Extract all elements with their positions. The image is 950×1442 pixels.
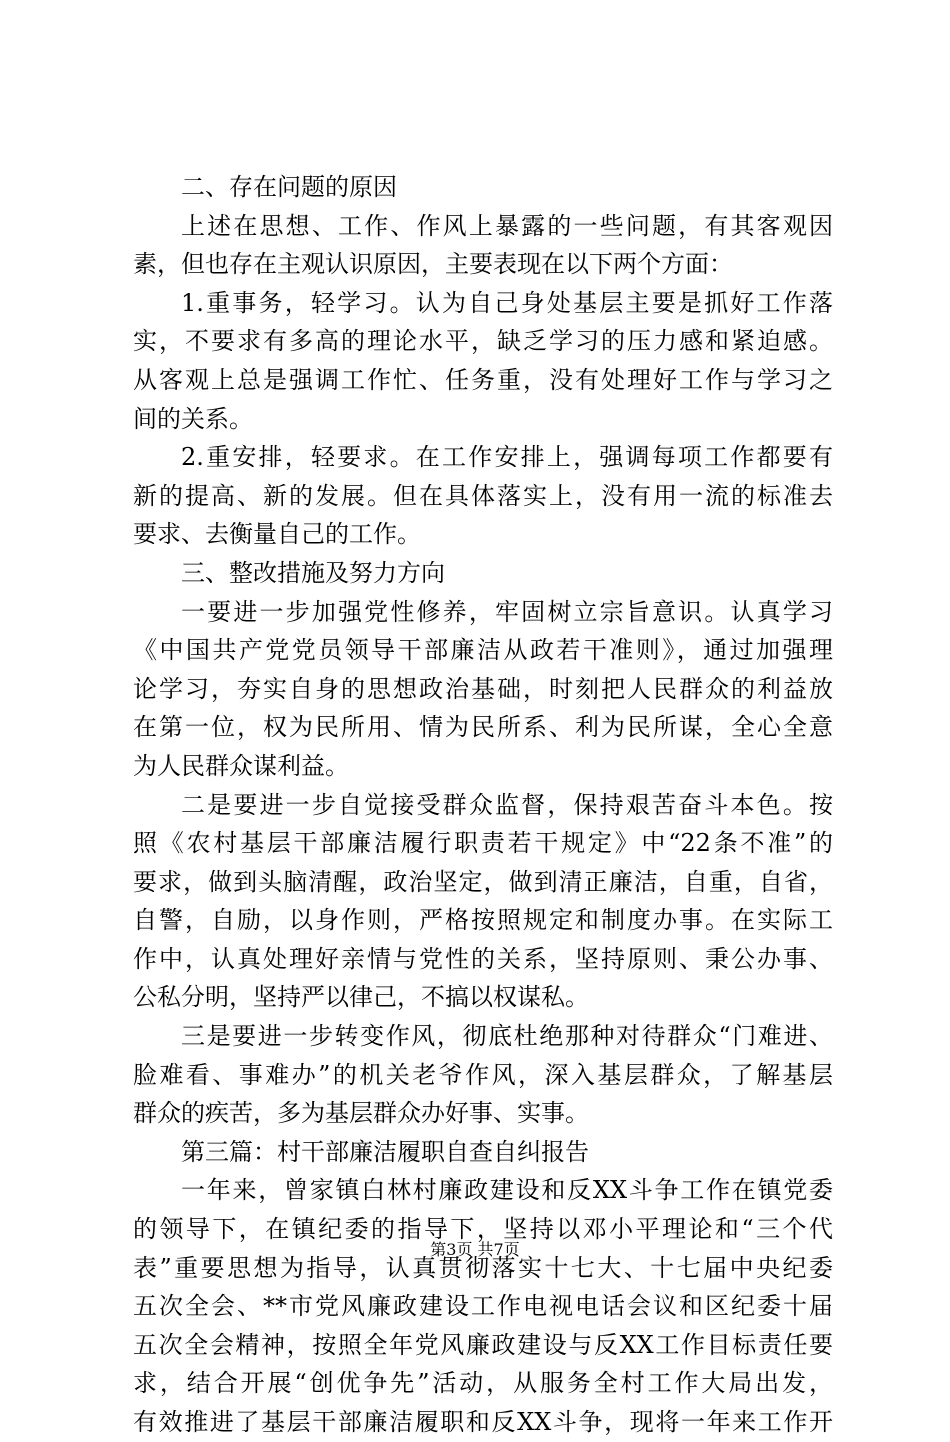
text-line: 自警，自励，以身作则，严格按照规定和制度办事。在实际工 [133, 906, 833, 935]
text-line: 作中，认真处理好亲情与党性的关系，坚持原则、秉公办事、 [133, 944, 833, 973]
page-footer: 第3页 共7页 [430, 1240, 520, 1259]
text-line: 第三篇：村干部廉洁履职自查自纠报告 [181, 1137, 589, 1166]
text-line: 表”重要思想为指导，认真贯彻落实十七大、十七届中央纪委 [133, 1253, 833, 1282]
text-line: 三是要进一步转变作风，彻底杜绝那种对待群众“门难进、 [181, 1022, 833, 1051]
text-line: 二是要进一步自觉接受群众监督，保持艰苦奋斗本色。按 [181, 790, 833, 819]
text-line: 素，但也存在主观认识原因，主要表现在以下两个方面： [133, 250, 733, 279]
text-line: 新的提高、新的发展。但在具体落实上，没有用一流的标准去 [133, 481, 833, 510]
text-line: 一要进一步加强党性修养，牢固树立宗旨意识。认真学习 [181, 597, 833, 626]
text-line: 为人民群众谋利益。 [133, 751, 349, 780]
text-line: 三、整改措施及努力方向 [181, 558, 445, 587]
text-line: 在第一位，权为民所用、情为民所系、利为民所谋，全心全意 [133, 713, 833, 742]
text-line: 要求，做到头脑清醒，政治坚定，做到清正廉洁，自重，自省， [133, 867, 833, 896]
text-line: 二、存在问题的原因 [181, 173, 397, 201]
text-line: 有效推进了基层干部廉洁履职和反XX斗争，现将一年来工作开 [133, 1408, 833, 1436]
text-line: 1.重事务，轻学习。认为自己身处基层主要是抓好工作落 [181, 288, 833, 317]
text-line: 间的关系。 [133, 404, 253, 433]
text-line: 要求、去衡量自己的工作。 [133, 520, 421, 549]
text-line: 公私分明，坚持严以律己，不搞以权谋私。 [133, 983, 589, 1012]
text-line: 五次全会精神，按照全年党风廉政建设与反XX工作目标责任要 [133, 1330, 833, 1359]
text-line: 照《农村基层干部廉洁履行职责若干规定》中“22条不准”的 [133, 829, 833, 858]
text-line: 论学习，夯实自身的思想政治基础，时刻把人民群众的利益放 [133, 674, 833, 703]
text-line: 上述在思想、工作、作风上暴露的一些问题，有其客观因 [181, 211, 833, 240]
text-line: 群众的疾苦，多为基层群众办好事、实事。 [133, 1099, 589, 1128]
text-line: 脸难看、事难办”的机关老爷作风，深入基层群众，了解基层 [133, 1060, 833, 1089]
text-line: 的领导下，在镇纪委的指导下，坚持以邓小平理论和“三个代 [133, 1215, 833, 1244]
text-line: 从客观上总是强调工作忙、任务重，没有处理好工作与学习之 [133, 365, 833, 394]
text-line: 一年来，曾家镇白林村廉政建设和反XX斗争工作在镇党委 [181, 1176, 833, 1205]
text-line: 求，结合开展“创优争先”活动，从服务全村工作大局出发， [133, 1369, 833, 1398]
text-line: 实，不要求有多高的理论水平，缺乏学习的压力感和紧迫感。 [133, 327, 833, 356]
text-line: 《中国共产党党员领导干部廉洁从政若干准则》，通过加强理 [133, 636, 833, 665]
text-line: 五次全会、**市党风廉政建设工作电视电话会议和区纪委十届 [133, 1292, 833, 1321]
text-line: 2.重安排，轻要求。在工作安排上，强调每项工作都要有 [181, 443, 833, 472]
